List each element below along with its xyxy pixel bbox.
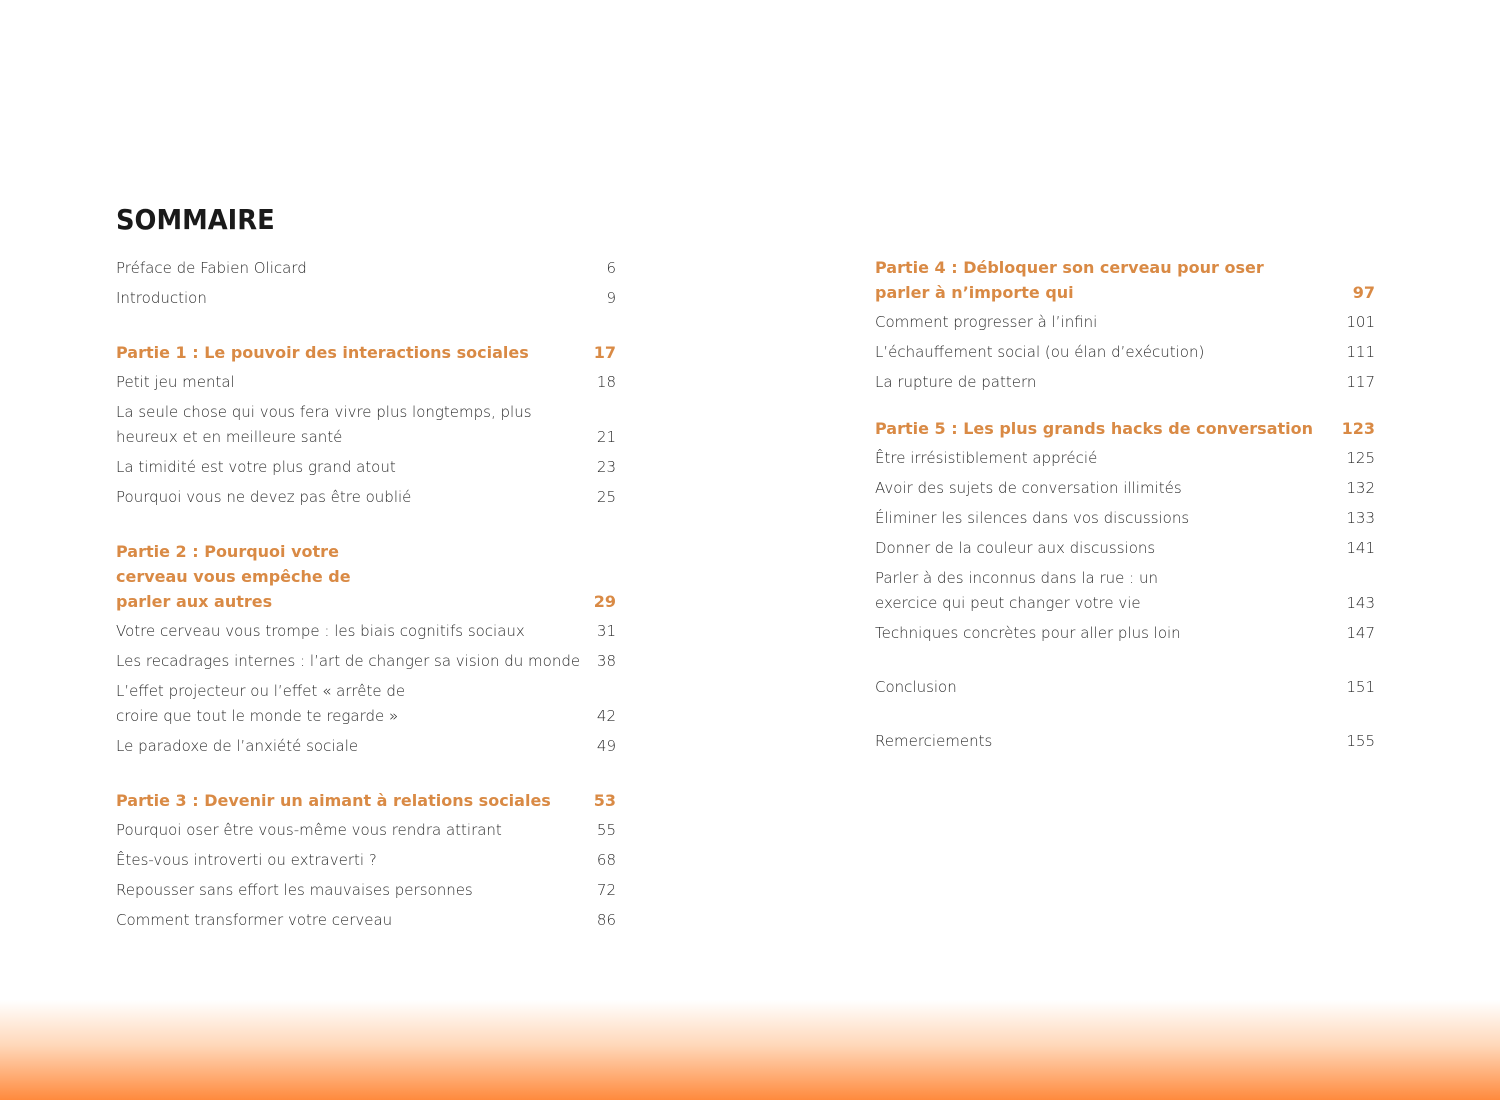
toc-entry[interactable] (116, 286, 616, 311)
toc-entry-page: 6 (606, 259, 616, 277)
toc-part-heading[interactable] (875, 255, 1375, 305)
toc-entry[interactable] (116, 734, 616, 759)
toc-entry[interactable] (875, 675, 1375, 700)
toc-part-heading[interactable] (116, 539, 616, 614)
toc-entry[interactable] (875, 566, 1375, 616)
toc-entry-text: Le paradoxe de l’anxiété sociale (116, 737, 359, 755)
toc-entry-text: Êtes-vous introverti ou extraverti ? (116, 851, 377, 869)
toc-entry-text: Donner de la couleur aux discussions (875, 539, 1156, 557)
toc-entry-page: 23 (596, 458, 616, 476)
toc-part-heading[interactable] (116, 340, 616, 365)
toc-entry-page: 155 (1346, 732, 1375, 750)
toc-entry-text: Conclusion (875, 678, 957, 696)
toc-part-page: 97 (1352, 283, 1375, 302)
toc-entry-page: 143 (1346, 594, 1375, 612)
toc-entry-page: 133 (1346, 509, 1375, 527)
toc-entry-text: Les recadrages internes : l’art de changer sa vision du monde (116, 652, 581, 670)
toc-entry-text: Avoir des sujets de conversation illimités (875, 479, 1182, 497)
toc-entry-text: Comment transformer votre cerveau (116, 911, 393, 929)
toc-part-title: Partie 3 : Devenir un aimant à relations sociales (116, 791, 551, 810)
toc-entry-text: L’échauffement social (ou élan d’exécution) (875, 343, 1205, 361)
toc-entry-text: La seule chose qui vous fera vivre plus longtemps, plus heureux et en meilleure santé (116, 403, 532, 446)
toc-entry-page: 86 (596, 911, 616, 929)
toc-part-heading[interactable] (875, 416, 1375, 441)
toc-entry-page: 25 (596, 488, 616, 506)
toc-entry-text: Votre cerveau vous trompe : les biais cognitifs sociaux (116, 622, 525, 640)
page-title: SOMMAIRE (116, 203, 275, 236)
toc-entry[interactable] (875, 340, 1375, 365)
toc-entry-text: Petit jeu mental (116, 373, 235, 391)
toc-entry[interactable] (116, 649, 616, 674)
toc-entry-page: 55 (596, 821, 616, 839)
toc-entry[interactable] (875, 476, 1375, 501)
toc-part-page: 17 (593, 343, 616, 362)
toc-left-column (116, 256, 616, 938)
toc-entry-page: 21 (596, 428, 616, 446)
toc-entry-text: L’effet projecteur ou l’effet « arrête de croire que tout le monde te regarde » (116, 682, 406, 725)
toc-entry-text: Introduction (116, 289, 207, 307)
toc-entry-page: 147 (1346, 624, 1375, 642)
toc-entry[interactable] (116, 878, 616, 903)
toc-entry[interactable] (116, 679, 616, 729)
toc-entry[interactable] (116, 818, 616, 843)
toc-entry-text: Éliminer les silences dans vos discussions (875, 509, 1190, 527)
toc-entry-page: 132 (1346, 479, 1375, 497)
toc-entry[interactable] (875, 536, 1375, 561)
toc-entry[interactable] (875, 621, 1375, 646)
toc-part-title: Partie 2 : Pourquoi votre cerveau vous empêche de parler aux autres (116, 542, 351, 611)
toc-entry[interactable] (116, 619, 616, 644)
toc-entry[interactable] (875, 370, 1375, 395)
toc-entry-page: 117 (1346, 373, 1375, 391)
toc-part-title: Partie 5 : Les plus grands hacks de conversation (875, 419, 1314, 438)
toc-part-page: 29 (593, 592, 616, 611)
toc-entry-page: 101 (1346, 313, 1375, 331)
toc-entry-text: La rupture de pattern (875, 373, 1037, 391)
toc-entry-text: Techniques concrètes pour aller plus loin (875, 624, 1181, 642)
toc-entry-page: 38 (596, 652, 616, 670)
toc-entry[interactable] (116, 370, 616, 395)
toc-entry-page: 18 (596, 373, 616, 391)
toc-entry-text: Remerciements (875, 732, 993, 750)
toc-entry-text: Pourquoi oser être vous-même vous rendra attirant (116, 821, 502, 839)
toc-entry-text: Être irrésistiblement apprécié (875, 449, 1098, 467)
toc-entry[interactable] (116, 455, 616, 480)
toc-entry-page: 31 (596, 622, 616, 640)
toc-part-title: Partie 4 : Débloquer son cerveau pour oser parler à n’importe qui (875, 258, 1264, 302)
toc-entry[interactable] (116, 400, 616, 450)
toc-entry[interactable] (875, 310, 1375, 335)
toc-entry[interactable] (875, 729, 1375, 754)
toc-entry-text: La timidité est votre plus grand atout (116, 458, 396, 476)
toc-entry[interactable] (875, 506, 1375, 531)
toc-entry-text: Repousser sans effort les mauvaises personnes (116, 881, 473, 899)
toc-part-page: 53 (593, 791, 616, 810)
toc-entry-text: Comment progresser à l’infini (875, 313, 1098, 331)
toc-part-page: 123 (1341, 419, 1375, 438)
toc-entry-text: Parler à des inconnus dans la rue : un exercice qui peut changer votre vie (875, 569, 1158, 612)
toc-right-column (875, 255, 1375, 759)
toc-entry-page: 151 (1346, 678, 1375, 696)
toc-entry[interactable] (875, 446, 1375, 471)
toc-entry[interactable] (116, 848, 616, 873)
toc-entry-text: Pourquoi vous ne devez pas être oublié (116, 488, 412, 506)
toc-entry-page: 42 (596, 707, 616, 725)
toc-entry[interactable] (116, 256, 616, 281)
toc-entry-text: Préface de Fabien Olicard (116, 259, 307, 277)
toc-entry-page: 125 (1346, 449, 1375, 467)
toc-entry[interactable] (116, 908, 616, 933)
toc-part-title: Partie 1 : Le pouvoir des interactions sociales (116, 343, 529, 362)
toc-entry-page: 9 (606, 289, 616, 307)
toc-entry-page: 49 (596, 737, 616, 755)
toc-entry-page: 141 (1346, 539, 1375, 557)
toc-entry-page: 72 (596, 881, 616, 899)
toc-entry-page: 68 (596, 851, 616, 869)
toc-entry-page: 111 (1346, 343, 1375, 361)
decorative-orange-band (0, 1000, 1500, 1100)
toc-entry[interactable] (116, 485, 616, 510)
toc-part-heading[interactable] (116, 788, 616, 813)
